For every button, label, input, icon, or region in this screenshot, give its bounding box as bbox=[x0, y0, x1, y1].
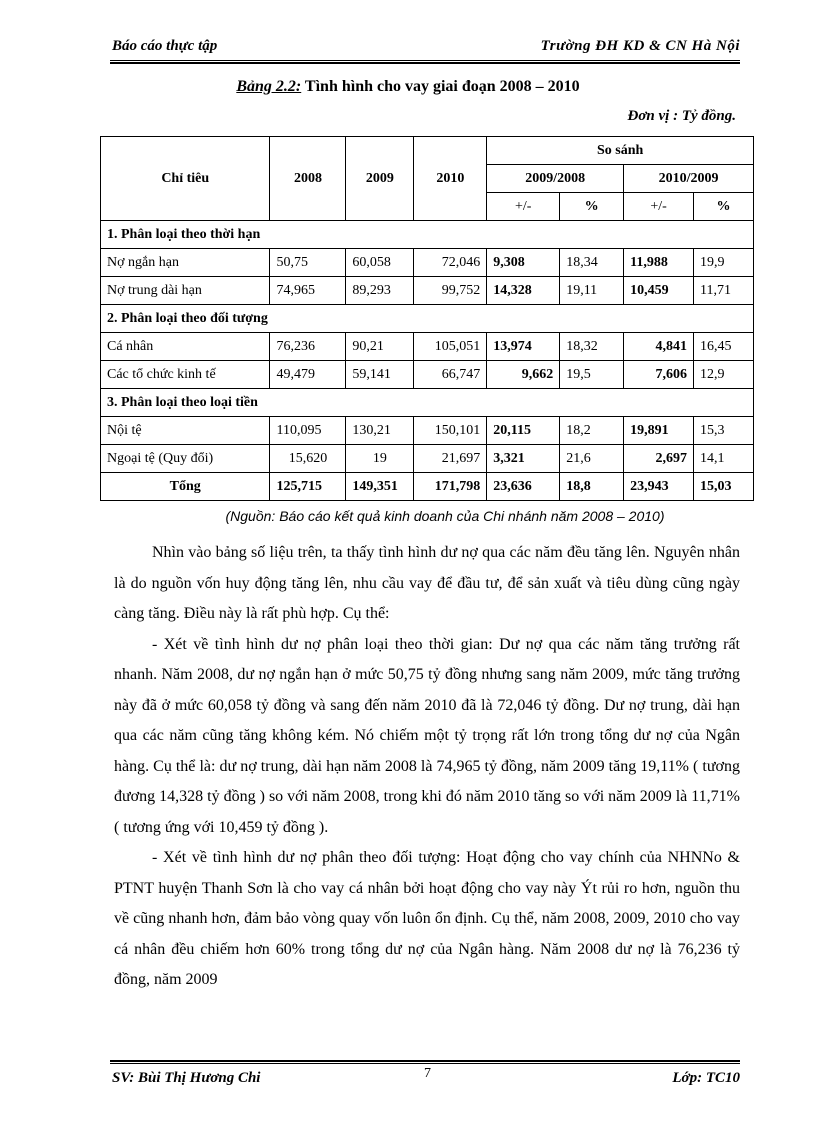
footer-student-name: SV: Bùi Thị Hương Chi bbox=[112, 1070, 261, 1086]
cell-2008: 110,095 bbox=[270, 417, 346, 445]
cell-2010: 150,101 bbox=[414, 417, 487, 445]
loan-table bbox=[100, 136, 754, 501]
cell-pct-1: 21,6 bbox=[560, 445, 624, 473]
cell-diff-1: 9,662 bbox=[487, 361, 560, 389]
cell-pct-1: 18,32 bbox=[560, 333, 624, 361]
row-label: Ngoại tệ (Quy đổi) bbox=[101, 445, 270, 473]
total-2010: 171,798 bbox=[414, 473, 487, 501]
cell-2009: 130,21 bbox=[346, 417, 414, 445]
cell-pct-1: 18,2 bbox=[560, 417, 624, 445]
cell-pct-1: 19,11 bbox=[560, 277, 624, 305]
total-diff-1: 23,636 bbox=[487, 473, 560, 501]
table-row bbox=[101, 417, 754, 445]
body-text bbox=[114, 538, 740, 996]
total-diff-2: 23,943 bbox=[624, 473, 694, 501]
header-school-name: Trường ĐH KD & CN Hà Nội bbox=[540, 38, 740, 54]
table-source-note: (Nguồn: Báo cáo kết quả kinh doanh của Chi nhánh năm 2008 – 2010) bbox=[225, 508, 665, 524]
cell-diff-2: 4,841 bbox=[624, 333, 694, 361]
total-2009: 149,351 bbox=[346, 473, 414, 501]
cell-2009: 89,293 bbox=[346, 277, 414, 305]
table-row bbox=[101, 277, 754, 305]
paragraph: Nhìn vào bảng số liệu trên, ta thấy tình hình dư nợ qua các năm đều tăng lên. Nguyên nhân là do nguồn vốn huy động tăng lên, nhu cầu vay để đầu tư, để sản xuất và tiêu dùng cũng ngày càng tăng. Điều này là rất phù hợp. Cụ thể: bbox=[114, 544, 740, 622]
footer-class: Lớp: TC10 bbox=[672, 1070, 740, 1086]
table-row bbox=[101, 361, 754, 389]
row-label: Nợ trung dài hạn bbox=[101, 277, 270, 305]
cell-2009: 90,21 bbox=[346, 333, 414, 361]
section-row bbox=[101, 221, 754, 249]
cell-2008: 49,479 bbox=[270, 361, 346, 389]
header-pct-1: % bbox=[560, 193, 624, 221]
cell-pct-2: 12,9 bbox=[694, 361, 754, 389]
page-header bbox=[110, 38, 740, 60]
cell-pct-1: 19,5 bbox=[560, 361, 624, 389]
row-label: Nợ ngắn hạn bbox=[101, 249, 270, 277]
table-caption: Tình hình cho vay giai đoạn 2008 – 2010 bbox=[301, 78, 580, 95]
header-sosanh: So sánh bbox=[487, 137, 754, 165]
cell-diff-2: 2,697 bbox=[624, 445, 694, 473]
cell-2010: 99,752 bbox=[414, 277, 487, 305]
cell-pct-2: 15,3 bbox=[694, 417, 754, 445]
header-2010: 2010 bbox=[414, 137, 487, 221]
section-title: 3. Phân loại theo loại tiền bbox=[101, 389, 754, 417]
cell-diff-2: 19,891 bbox=[624, 417, 694, 445]
cell-diff-1: 14,328 bbox=[487, 277, 560, 305]
cell-pct-2: 11,71 bbox=[694, 277, 754, 305]
cell-diff-1: 9,308 bbox=[487, 249, 560, 277]
cell-diff-1: 3,321 bbox=[487, 445, 560, 473]
header-period-1: 2009/2008 bbox=[487, 165, 624, 193]
row-label: Cá nhân bbox=[101, 333, 270, 361]
table-row bbox=[101, 445, 754, 473]
page-number: 7 bbox=[424, 1066, 431, 1081]
unit-label: Đơn vị : Tỷ đồng. bbox=[627, 108, 736, 124]
header-pct-2: % bbox=[694, 193, 754, 221]
row-label: Nội tệ bbox=[101, 417, 270, 445]
cell-2009: 19 bbox=[346, 445, 414, 473]
cell-diff-2: 10,459 bbox=[624, 277, 694, 305]
header-report-title: Báo cáo thực tập bbox=[112, 38, 218, 54]
table-header-row-1 bbox=[101, 137, 754, 165]
cell-pct-1: 18,34 bbox=[560, 249, 624, 277]
cell-diff-2: 7,606 bbox=[624, 361, 694, 389]
cell-diff-1: 13,974 bbox=[487, 333, 560, 361]
table-row bbox=[101, 333, 754, 361]
total-pct-1: 18,8 bbox=[560, 473, 624, 501]
cell-2010: 66,747 bbox=[414, 361, 487, 389]
section-title: 2. Phân loại theo đối tượng bbox=[101, 305, 754, 333]
header-chitieu: Chỉ tiêu bbox=[101, 137, 270, 221]
table-title bbox=[0, 78, 816, 96]
cell-2009: 60,058 bbox=[346, 249, 414, 277]
header-2008: 2008 bbox=[270, 137, 346, 221]
total-pct-2: 15,03 bbox=[694, 473, 754, 501]
cell-2008: 15,620 bbox=[270, 445, 346, 473]
header-diff-2: +/- bbox=[624, 193, 694, 221]
cell-diff-1: 20,115 bbox=[487, 417, 560, 445]
total-row bbox=[101, 473, 754, 501]
cell-diff-2: 11,988 bbox=[624, 249, 694, 277]
cell-2010: 105,051 bbox=[414, 333, 487, 361]
header-2009: 2009 bbox=[346, 137, 414, 221]
cell-2009: 59,141 bbox=[346, 361, 414, 389]
cell-pct-2: 16,45 bbox=[694, 333, 754, 361]
paragraph: - Xét về tình hình dư nợ phân theo đối tượng: Hoạt động cho vay chính của NHNNo & PTNT huyện Thanh Sơn là cho vay cá nhân bởi hoạt động cho vay này Ýt rủi ro hơn, nguồn thu về cũng nhanh hơn, đảm bảo vòng quay vốn luôn ổn định. Cụ thể, năm 2008, 2009, 2010 cho vay cá nhân đều chiếm hơn 60% trong tổng dư nợ của Ngân hàng. Năm 2008 dư nợ là 76,236 tỷ đồng, năm 2009 bbox=[114, 849, 740, 988]
total-2008: 125,715 bbox=[270, 473, 346, 501]
cell-2008: 76,236 bbox=[270, 333, 346, 361]
header-rule bbox=[110, 60, 740, 64]
footer-rule bbox=[110, 1060, 740, 1064]
header-period-2: 2010/2009 bbox=[624, 165, 754, 193]
section-row bbox=[101, 305, 754, 333]
total-label: Tổng bbox=[101, 473, 270, 501]
cell-2008: 74,965 bbox=[270, 277, 346, 305]
table-row bbox=[101, 249, 754, 277]
cell-2010: 21,697 bbox=[414, 445, 487, 473]
cell-2008: 50,75 bbox=[270, 249, 346, 277]
table-number: Bảng 2.2: bbox=[236, 78, 302, 95]
header-diff-1: +/- bbox=[487, 193, 560, 221]
section-row bbox=[101, 389, 754, 417]
cell-pct-2: 19,9 bbox=[694, 249, 754, 277]
row-label: Các tổ chức kinh tế bbox=[101, 361, 270, 389]
cell-pct-2: 14,1 bbox=[694, 445, 754, 473]
section-title: 1. Phân loại theo thời hạn bbox=[101, 221, 754, 249]
cell-2010: 72,046 bbox=[414, 249, 487, 277]
paragraph: - Xét về tình hình dư nợ phân loại theo thời gian: Dư nợ qua các năm tăng trưởng rất nhanh. Năm 2008, dư nợ ngắn hạn ở mức 50,75 tỷ đồng nhưng sang năm 2009, mức tăng trưởng này đã ở mức 60,058 tỷ đồng và sang đến năm 2010 đã là 72,046 tỷ đồng. Dư nợ trung, dài hạn qua các năm cũng tăng không kém. Nó chiếm một tỷ trọng rất lớn trong tổng dư nợ của Ngân hàng. Cụ thể là: dư nợ trung, dài hạn năm 2008 là 74,965 tỷ đồng, năm 2009 tăng 19,11% ( tương đương 14,328 tỷ đồng ) so với năm 2008, trong khi đó năm 2010 tăng so với năm 2009 là 11,71% ( tương ứng với 10,459 tỷ đồng ). bbox=[114, 635, 740, 836]
page-footer bbox=[110, 1066, 740, 1088]
